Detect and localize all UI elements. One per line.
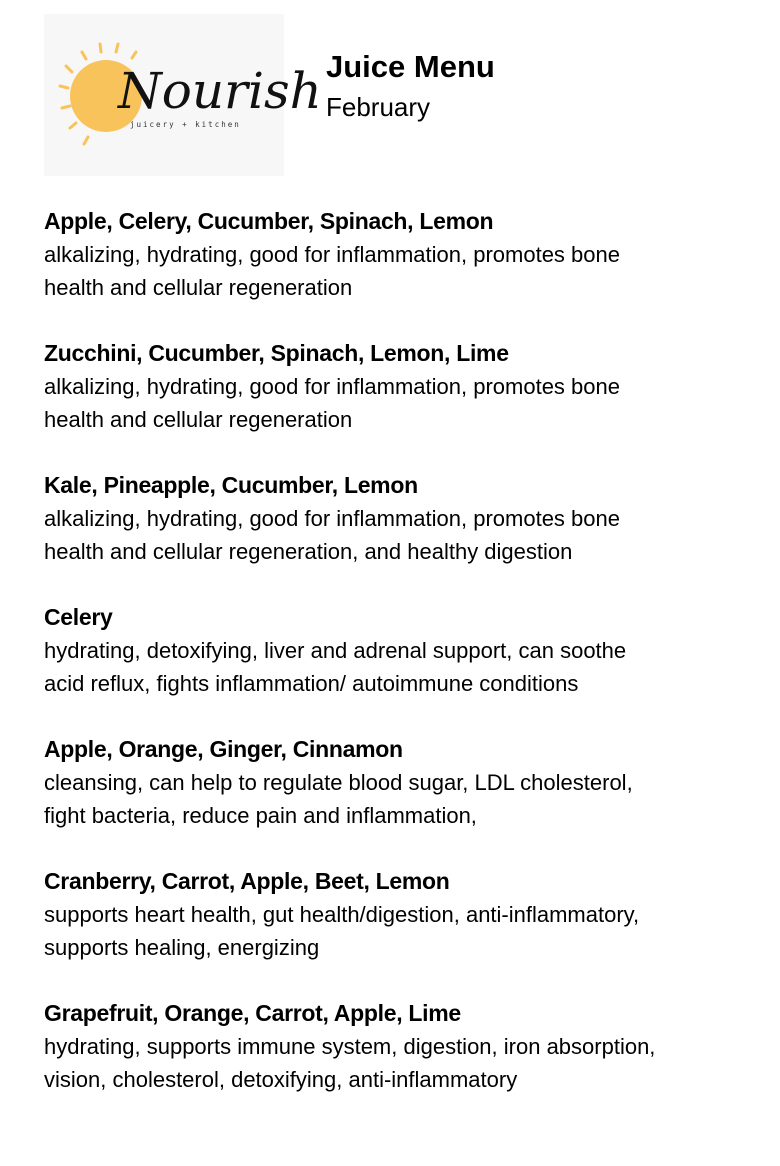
- juice-item: [44, 337, 744, 469]
- title-block: [326, 48, 495, 124]
- juice-name: Apple, Celery, Cucumber, Spinach, Lemon: [44, 208, 494, 234]
- juice-benefits-line: health and cellular regeneration: [44, 407, 353, 432]
- juice-benefits: [44, 898, 744, 964]
- juice-item: [44, 997, 744, 1129]
- juice-item: [44, 205, 744, 337]
- juice-name: Celery: [44, 604, 113, 630]
- juice-item: [44, 469, 744, 601]
- juice-benefits: [44, 1030, 744, 1096]
- juice-benefits-line: supports healing, energizing: [44, 935, 320, 960]
- page-subtitle: February: [326, 92, 431, 122]
- juice-benefits: [44, 766, 744, 832]
- juice-name: Cranberry, Carrot, Apple, Beet, Lemon: [44, 868, 450, 894]
- juice-name: Zucchini, Cucumber, Spinach, Lemon, Lime: [44, 340, 509, 366]
- juice-benefits-line: health and cellular regeneration, and healthy digestion: [44, 539, 573, 564]
- page-title: Juice Menu: [326, 49, 495, 84]
- juice-benefits-line: acid reflux, fights inflammation/ autoimmune conditions: [44, 671, 579, 696]
- nourish-logo: [44, 14, 322, 176]
- juice-name: Apple, Orange, Ginger, Cinnamon: [44, 736, 403, 762]
- juice-benefits: [44, 634, 744, 700]
- juice-benefits-line: hydrating, detoxifying, liver and adrenal support, can soothe: [44, 638, 627, 663]
- juice-benefits-line: hydrating, supports immune system, digestion, iron absorption,: [44, 1034, 656, 1059]
- juice-item: [44, 601, 744, 733]
- juice-benefits-line: fight bacteria, reduce pain and inflammation,: [44, 803, 477, 828]
- juice-benefits-line: alkalizing, hydrating, good for inflammation, promotes bone: [44, 242, 620, 267]
- juice-benefits-line: alkalizing, hydrating, good for inflammation, promotes bone: [44, 374, 620, 399]
- juice-benefits-line: health and cellular regeneration: [44, 275, 353, 300]
- juice-benefits: [44, 502, 744, 568]
- juice-benefits-line: supports heart health, gut health/digestion, anti-inflammatory,: [44, 902, 640, 927]
- menu-header: [44, 14, 744, 179]
- juice-name: Grapefruit, Orange, Carrot, Apple, Lime: [44, 1000, 461, 1026]
- juice-benefits: [44, 238, 744, 304]
- juice-benefits-line: cleansing, can help to regulate blood sugar, LDL cholesterol,: [44, 770, 633, 795]
- juice-list: [44, 205, 744, 1129]
- juice-benefits-line: vision, cholesterol, detoxifying, anti-inflammatory: [44, 1067, 518, 1092]
- juice-name: Kale, Pineapple, Cucumber, Lemon: [44, 472, 418, 498]
- juice-item: [44, 733, 744, 865]
- juice-benefits-line: alkalizing, hydrating, good for inflammation, promotes bone: [44, 506, 620, 531]
- juice-item: [44, 865, 744, 997]
- juice-benefits: [44, 370, 744, 436]
- sun-logo-graphic: [44, 14, 322, 176]
- logo-wordmark: Nourish: [118, 62, 322, 120]
- logo-tagline: juicery + kitchen: [130, 120, 241, 129]
